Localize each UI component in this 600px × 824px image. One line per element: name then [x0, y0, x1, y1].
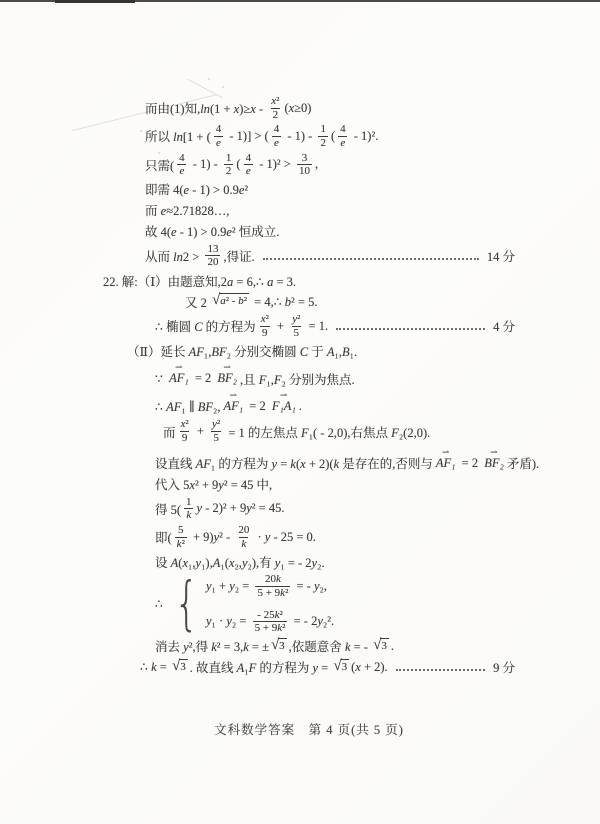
vector: ⇀ AF₁: [224, 399, 244, 414]
text-run: ,依题意舍 k = -: [288, 640, 372, 655]
dotted-leader: [263, 258, 479, 260]
text-run: · y - 25 = 0.: [254, 529, 316, 544]
fraction-denominator: e: [179, 165, 185, 178]
text-run: y₁ · y₂ =: [205, 614, 250, 629]
fraction: [175, 524, 187, 550]
text-run: 从而 ln2 >: [145, 249, 203, 264]
dotted-leader: [336, 328, 485, 330]
fraction-denominator: e: [274, 136, 279, 149]
text-run: 矛盾).: [506, 457, 540, 472]
fraction-denominator: k: [186, 509, 192, 522]
text-run: ,: [314, 157, 319, 172]
fraction-numerator: x²: [260, 313, 269, 326]
fraction: [255, 573, 290, 599]
fraction-numerator: 20k: [264, 573, 281, 586]
fraction: [272, 123, 282, 149]
fraction-numerator: 3: [301, 151, 308, 164]
text-run: - 1)] > (: [226, 128, 269, 143]
fraction-numerator: 4: [215, 123, 222, 136]
math-line: [163, 418, 515, 444]
text-run: y₁ + y₂ =: [205, 578, 253, 593]
fraction-denominator: e: [245, 165, 251, 178]
fraction-numerator: 13: [207, 242, 219, 255]
text-run: 即需 4(e - 1) > 0.9e²: [145, 183, 249, 198]
score-label: 4 分: [493, 320, 515, 335]
square-root: [212, 293, 249, 309]
radicand: 3: [380, 638, 389, 654]
text-run: ∴ 椭圆 C 的方程为: [155, 320, 256, 335]
math-line: [185, 292, 515, 311]
text-run: ,且 F₁,F₂ 分别为焦点.: [240, 372, 355, 387]
math-line: [145, 180, 515, 199]
math-line: [145, 222, 515, 241]
page-footer: 文科数学答案 第 4 页(共 5 页): [214, 723, 404, 737]
text-run: y - 2)² + 9y² = 45.: [196, 501, 285, 516]
system-row: [206, 609, 334, 635]
fraction: [224, 152, 234, 178]
fraction-numerator: x²: [180, 418, 189, 431]
math-line: [103, 271, 515, 290]
vector: ⇀ BF₂: [217, 371, 237, 386]
text-run: 所以 ln[1 + (: [145, 130, 211, 145]
fraction-numerator: 4: [245, 151, 252, 164]
fraction-denominator: k: [241, 537, 247, 550]
text-run: 设直线 AF₁ 的方程为 y = k(x + 2)(k 是存在的,否则与: [155, 457, 433, 472]
math-line: [127, 341, 515, 360]
fraction-numerator: 20: [238, 523, 250, 536]
math-line: [155, 637, 515, 656]
text-run: = 1 的左焦点 F₁( - 2,0),右焦点 F₂(2,0).: [225, 425, 431, 440]
text-run: (x + 2).: [351, 659, 388, 674]
text-run: +: [193, 424, 208, 439]
fraction-denominator: 2: [225, 165, 232, 178]
fraction-numerator: - 25k²: [257, 608, 283, 621]
fraction: [236, 524, 251, 550]
vector: ⇀ AF₁: [169, 371, 189, 386]
fraction-denominator: 20: [207, 256, 219, 269]
fraction-numerator: 1: [186, 495, 192, 508]
radical-sign: √: [212, 292, 221, 309]
fraction: [179, 418, 191, 444]
vector: ⇀ BF₂: [484, 456, 504, 471]
text-run: - 1)².: [350, 128, 379, 143]
fraction-denominator: 10: [298, 165, 310, 178]
text-run: (: [330, 128, 336, 143]
fraction-numerator: 4: [340, 123, 346, 136]
text-run: 设 A(x₁,y₁),A₁(x₂,y₂),有 y₁ = - 2y₂.: [155, 555, 325, 570]
text-run: 只需(: [145, 158, 175, 173]
fraction: [205, 243, 220, 269]
text-run: +: [273, 318, 288, 333]
fraction-numerator: 4: [273, 123, 280, 136]
math-line: [145, 201, 515, 220]
square-root: [271, 638, 287, 654]
radicand: 3: [341, 659, 350, 675]
text-run: = 2: [458, 455, 482, 470]
system-rows: [206, 573, 334, 635]
fraction-denominator: 9: [262, 326, 268, 339]
text-run: = 1.: [305, 318, 329, 333]
fraction-denominator: 5: [293, 326, 300, 339]
fraction: [290, 313, 302, 339]
text-run: + 9)y² -: [189, 529, 234, 544]
system-brace: {: [174, 569, 199, 638]
fraction: [177, 152, 187, 178]
radicand: 3: [179, 659, 188, 675]
text-run: = 2: [191, 371, 215, 386]
text-run: = 4,∴ b² = 5.: [251, 294, 318, 309]
text-run: 消去 y²,得 k² = 3,k = ±: [155, 640, 269, 655]
radical-sign: √: [171, 658, 181, 675]
text-run: - 1) -: [189, 157, 221, 172]
fraction-denominator: e: [340, 136, 346, 149]
math-line: [145, 123, 515, 149]
radical-sign: √: [373, 637, 382, 654]
text-run: ∴ k =: [140, 660, 170, 675]
text-run: 又 2: [185, 295, 211, 310]
text-run: ∵: [155, 371, 167, 386]
fraction: [253, 609, 288, 635]
fraction: [259, 313, 271, 339]
answer-content: [0, 95, 540, 679]
square-root: [172, 659, 188, 675]
score-label: 9 分: [493, 661, 515, 676]
fraction-denominator: 5: [213, 432, 219, 445]
scan-artifact: [208, 78, 210, 80]
fraction-numerator: 1: [320, 123, 326, 136]
math-line: [140, 658, 515, 677]
fraction: [338, 123, 348, 149]
square-root: [373, 638, 389, 654]
text-run: (x≥0): [284, 100, 312, 115]
radicand: 3: [278, 638, 287, 654]
math-line: [155, 362, 515, 388]
fraction-denominator: 5 + 9k²: [254, 622, 286, 635]
fraction-numerator: y²: [212, 418, 221, 431]
fraction: [214, 123, 224, 149]
math-line: [145, 152, 515, 178]
text-run: 得 5(: [155, 502, 182, 517]
fraction-numerator: 5: [178, 523, 184, 536]
text-run: ∴ AF₁ ∥ BF₂,: [155, 399, 221, 414]
fraction: [297, 152, 312, 178]
vector: ⇀ AF₁: [436, 456, 456, 471]
square-root: [333, 659, 349, 675]
fraction-numerator: y²: [292, 313, 301, 326]
text-run: 即(: [155, 531, 172, 546]
text-run: .: [390, 638, 394, 653]
text-run: . 故直线 A₁F 的方程为 y =: [189, 661, 332, 676]
fraction-numerator: 4: [179, 151, 185, 164]
fraction-denominator: e: [216, 136, 221, 149]
fraction: [244, 152, 254, 178]
scan-artifact: [222, 86, 224, 88]
text-run: 而由(1)知,ln(1 + x)≥x -: [145, 102, 267, 117]
math-line: [155, 475, 515, 494]
text-run: 22. 解:（Ⅰ）由题意知,2a = 6,∴ a = 3.: [103, 274, 296, 289]
text-run: = - y₂,: [293, 578, 328, 593]
fraction: [318, 123, 328, 149]
text-run: 代入 5x² + 9y² = 45 中,: [155, 478, 273, 493]
text-run: .: [298, 399, 302, 414]
math-line: [155, 447, 540, 473]
radical-sign: √: [333, 658, 342, 675]
math-line: [155, 496, 515, 522]
text-run: (: [236, 157, 241, 172]
text-run: = 2: [246, 399, 269, 414]
fraction: [269, 95, 281, 121]
text-run: 故 4(e - 1) > 0.9e² 恒成立.: [145, 225, 280, 240]
fraction-numerator: x²: [271, 95, 280, 107]
fraction: [184, 496, 194, 522]
text-run: （Ⅱ）延长 AF₁,BF₂ 分别交椭圆 C 于 A₁,B₁.: [127, 344, 358, 359]
radicand: a² - b²: [219, 293, 249, 309]
math-line: [155, 390, 515, 416]
fraction-denominator: k²: [176, 537, 185, 550]
fraction-numerator: 1: [225, 151, 232, 164]
text-run: - 1) -: [284, 128, 316, 143]
fraction-denominator: 2: [320, 136, 326, 149]
text-run: 而 e≈2.71828…,: [145, 204, 230, 219]
fraction-denominator: 2: [272, 108, 279, 121]
dotted-leader: [396, 669, 485, 671]
math-line: [155, 313, 515, 339]
text-run: = - 2y₂².: [290, 614, 335, 629]
text-run: 而: [163, 425, 176, 440]
math-line: [155, 552, 515, 571]
score-label: 14 分: [486, 249, 515, 264]
math-line: [145, 95, 515, 121]
text-run: - 1)² >: [256, 157, 294, 172]
fraction-denominator: 9: [181, 432, 188, 445]
system-row: [206, 573, 334, 599]
fraction-denominator: 5 + 9k²: [257, 586, 289, 599]
text-run: ,得证.: [223, 249, 255, 264]
radical-sign: √: [270, 637, 280, 654]
math-line: [145, 243, 515, 269]
scan-edge-dark-segment: [55, 0, 135, 3]
math-line: [155, 569, 515, 638]
fraction: [210, 418, 222, 444]
math-line: [155, 524, 515, 550]
text-run: ∴: [155, 597, 167, 612]
equation-system: [168, 569, 335, 638]
vector: ⇀ F₁A₁: [272, 399, 296, 414]
